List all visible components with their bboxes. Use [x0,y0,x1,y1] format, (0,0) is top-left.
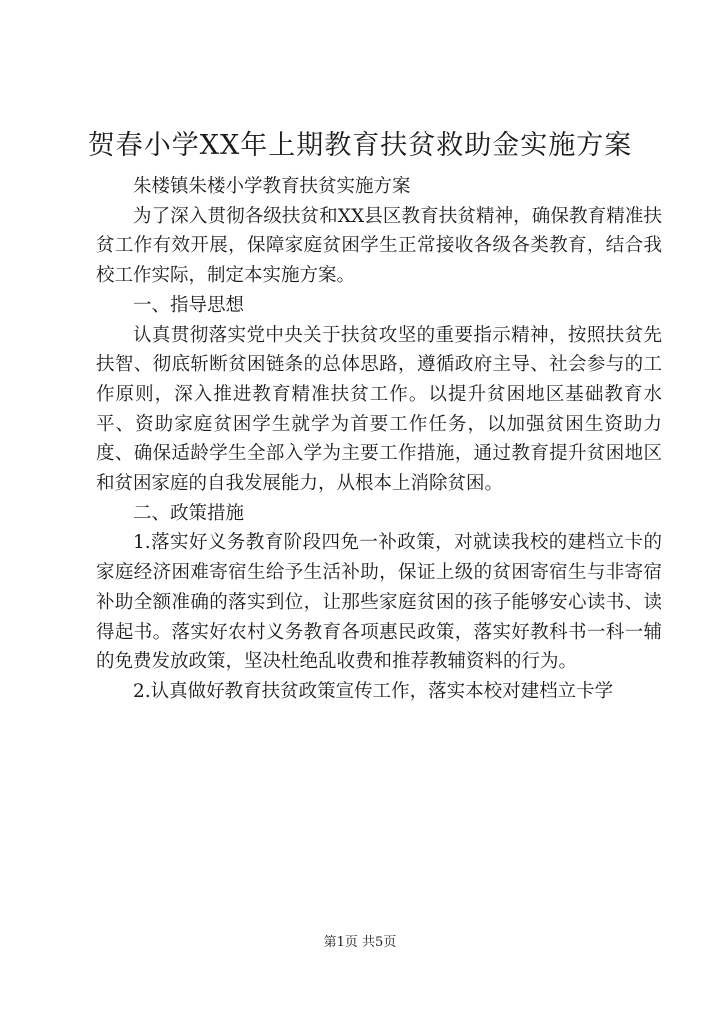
section-heading-guiding-thought: 一、指导思想 [133,294,245,316]
document-title: 贺春小学XX年上期教育扶贫救助金实施方案 [87,130,633,161]
section-heading-policy-measures: 二、政策措施 [133,502,245,524]
intro-paragraph: 为了深入贯彻各级扶贫和XX县区教育扶贫精神，确保教育精准扶贫工作有效开展，保障家庭贫困学生正常接收各级各类教育，结合我校工作实际，制定本实施方案。 [96,205,662,287]
document-body [96,172,662,707]
policy-item-2-paragraph: 2.认真做好教育扶贫政策宣传工作，落实本校对建档立卡学 [133,680,614,702]
guiding-thought-paragraph: 认真贯彻落实党中央关于扶贫攻坚的重要指示精神，按照扶贫先扶智、彻底斩断贫困链条的总体思路，遵循政府主导、社会参与的工作原则，深入推进教育精准扶贫工作。以提升贫困地区基础教育水平、资助家庭贫困学生就学为首要工作任务，以加强贫困生资助力度、确保适龄学生全部入学为主要工作措施，通过教育提升贫困地区和贫困家庭的自我发展能力，从根本上消除贫困。 [96,324,662,495]
subtitle-paragraph: 朱楼镇朱楼小学教育扶贫实施方案 [133,176,411,197]
page-footer: 第1页 共5页 [323,935,397,950]
policy-item-1-paragraph: 1.落实好义务教育阶段四免一补政策，对就读我校的建档立卡的家庭经济困难寄宿生给予生活补助，保证上级的贫困寄宿生与非寄宿补助全额准确的落实到位，让那些家庭贫困的孩子能够安心读书、读得起书。落实好农村义务教育各项惠民政策，落实好教科书一科一辅的免费发放政策，坚决杜绝乱收费和推荐教辅资料的行为。 [96,532,662,673]
